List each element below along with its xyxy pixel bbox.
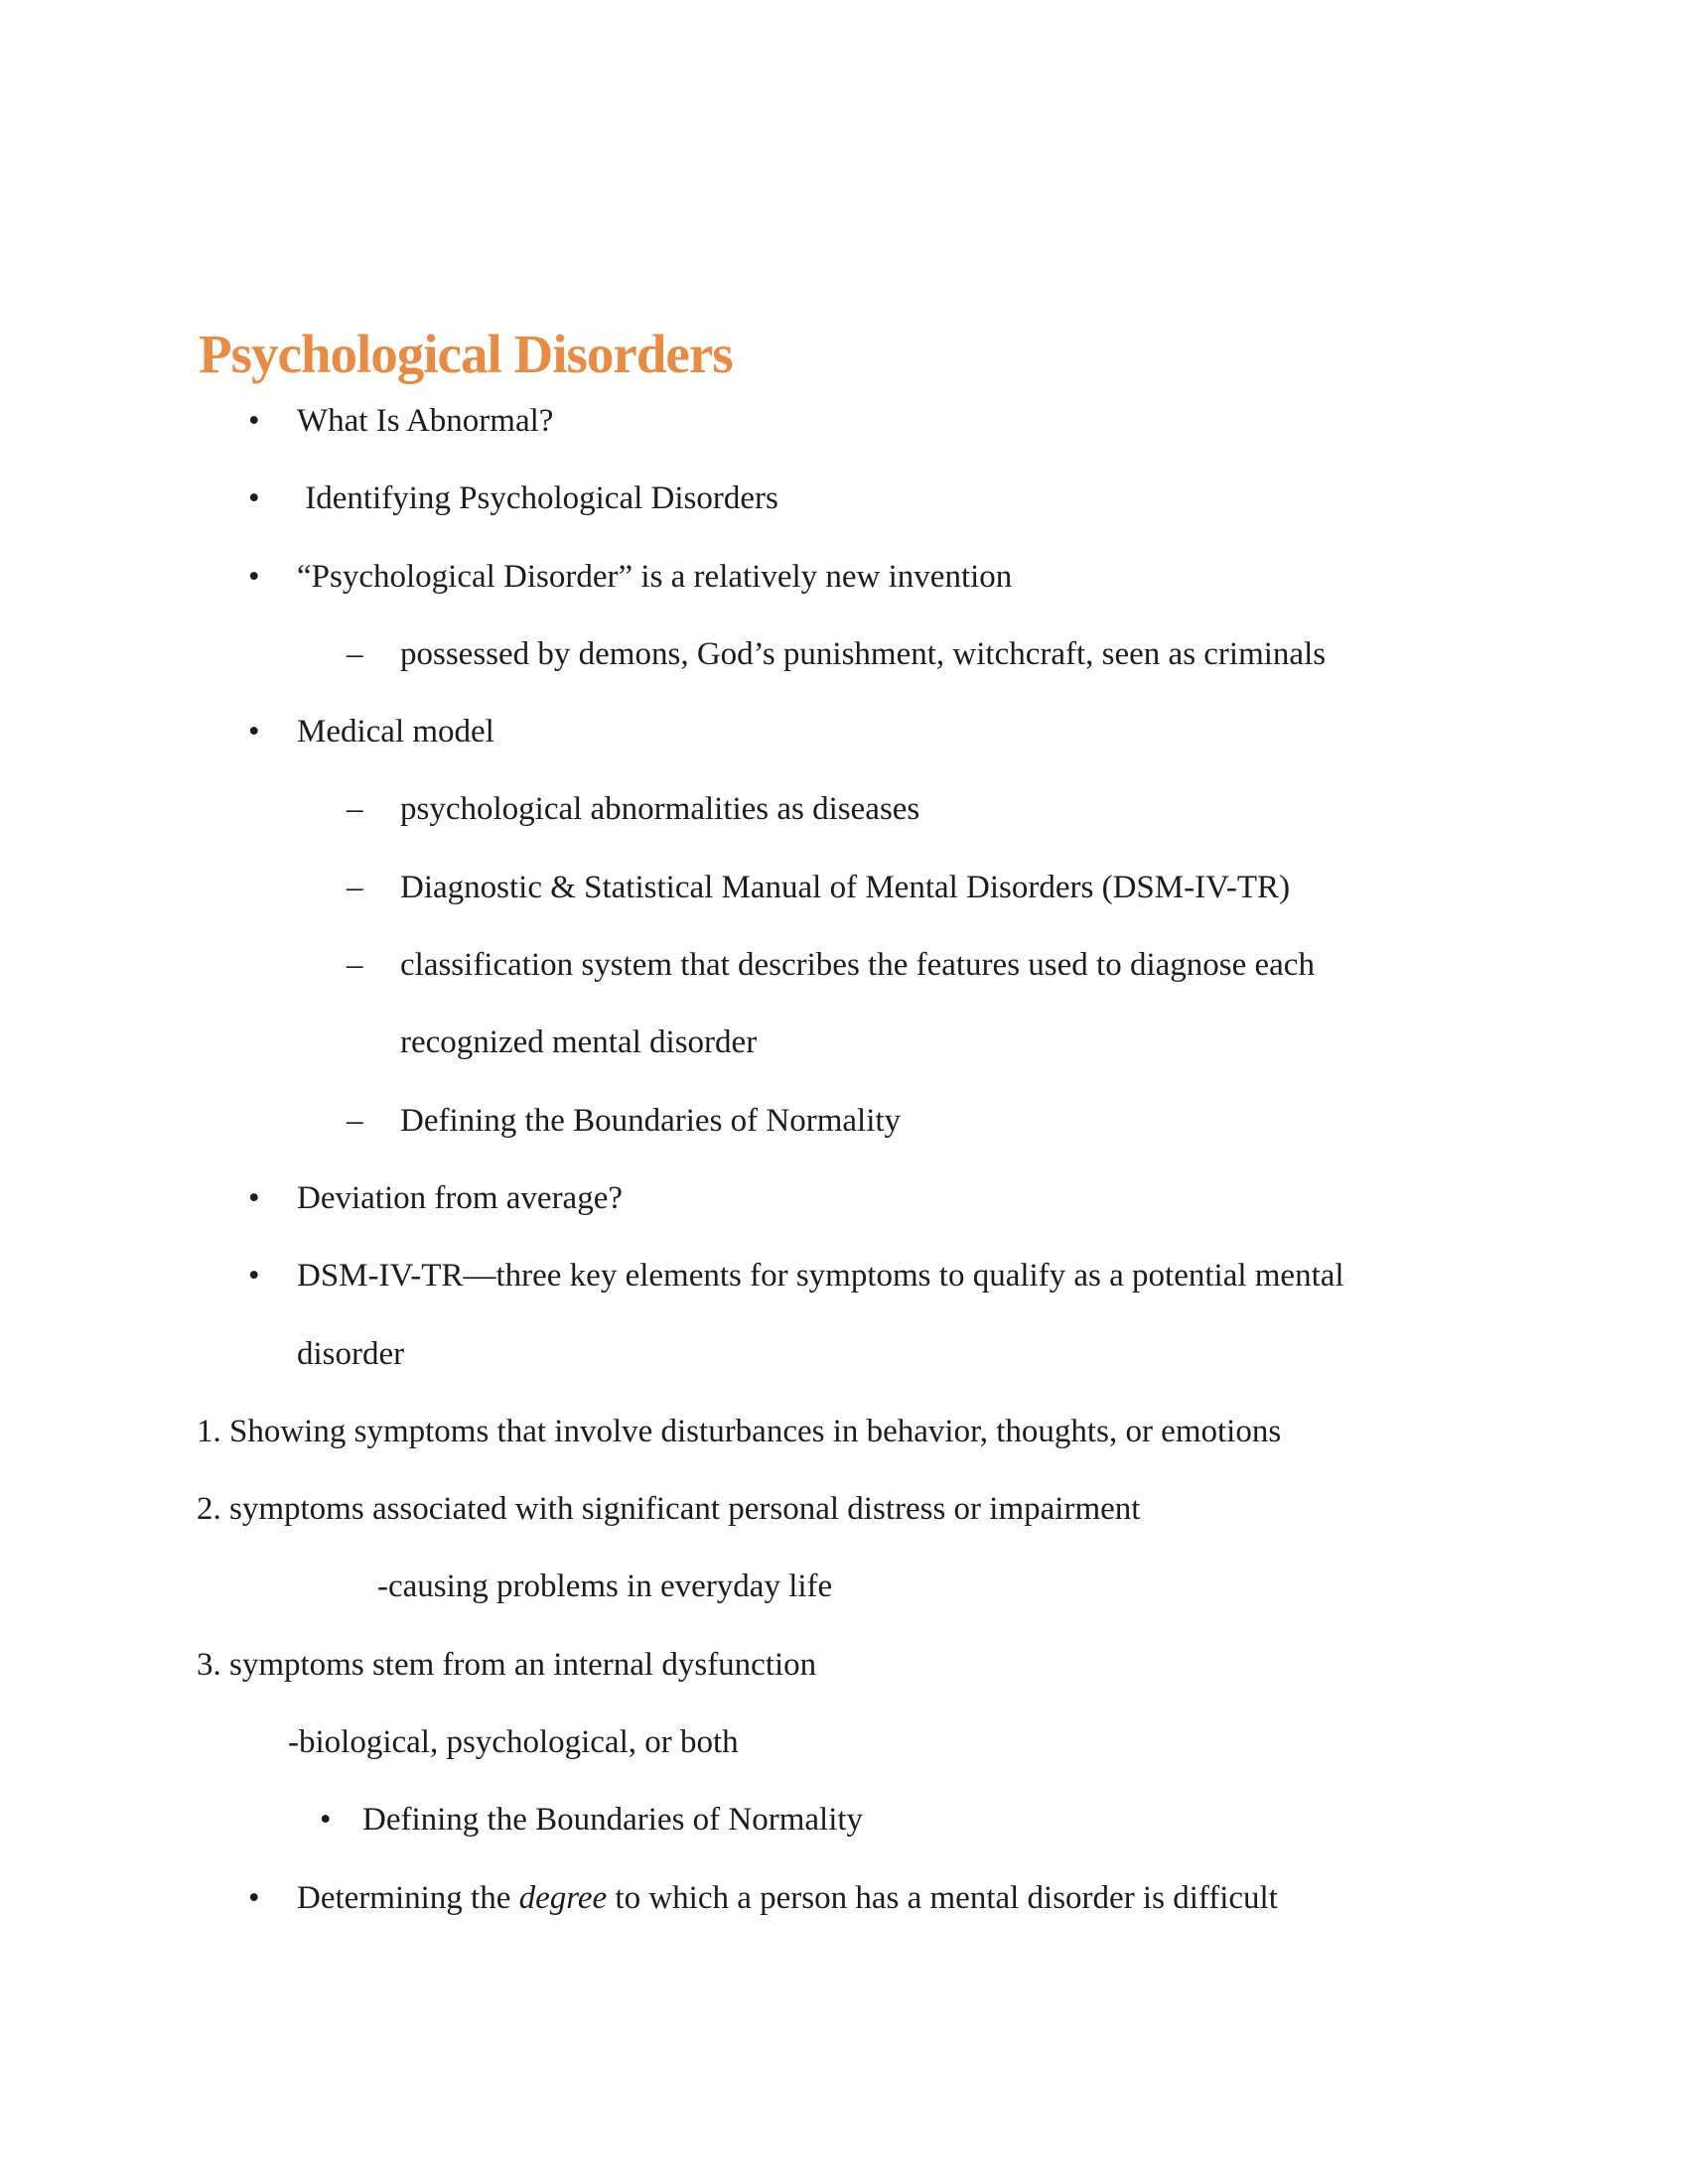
bullet-icon: • <box>248 403 260 439</box>
list-item-text: DSM-IV-TR—three key elements for symptoms to qualify as a potential mental <box>297 1258 1344 1295</box>
dash-icon: – <box>347 869 363 905</box>
list-item-text: 2. symptoms associated with significant personal distress or impairment <box>197 1491 1141 1528</box>
bullet-icon: • <box>248 1179 260 1216</box>
list-item-text: psychological abnormalities as diseases <box>400 791 920 828</box>
bullet-icon: • <box>248 480 260 517</box>
numbered-item <box>0 1626 1688 1704</box>
dash-icon: – <box>347 791 363 828</box>
list-item <box>0 1160 1688 1237</box>
list-item-text: 3. symptoms stem from an internal dysfunction <box>197 1646 817 1683</box>
bullet-icon: • <box>248 1879 260 1916</box>
bullet-icon: • <box>320 1802 332 1839</box>
dash-icon: – <box>347 635 363 672</box>
list-item-text: classification system that describes the features used to diagnose each <box>400 947 1315 984</box>
bullet-list <box>0 382 1688 1937</box>
list-item <box>0 849 1688 926</box>
dash-icon: – <box>347 1102 363 1139</box>
list-item-continuation <box>0 1315 1688 1393</box>
bullet-icon: • <box>248 558 260 595</box>
numbered-item <box>0 1470 1688 1548</box>
list-item <box>0 460 1688 537</box>
list-item <box>0 538 1688 615</box>
list-item-text: What Is Abnormal? <box>297 403 554 439</box>
list-item-text: Defining the Boundaries of Normality <box>400 1102 902 1139</box>
numbered-item <box>0 1393 1688 1470</box>
text-run: to which a person has a mental disorder is difficult <box>607 1879 1278 1916</box>
list-item <box>0 1082 1688 1160</box>
list-item-text: Identifying Psychological Disorders <box>297 480 778 517</box>
dash-icon: – <box>347 947 363 984</box>
list-item <box>0 770 1688 848</box>
list-item-text: Deviation from average? <box>297 1179 624 1216</box>
page-title: Psychological Disorders <box>199 323 733 384</box>
list-item-text: “Psychological Disorder” is a relatively new invention <box>297 558 1013 595</box>
list-item <box>0 1859 1688 1937</box>
list-item-text: -biological, psychological, or both <box>288 1724 739 1761</box>
list-item <box>0 615 1688 693</box>
bullet-icon: • <box>248 714 260 751</box>
sub-note <box>0 1704 1688 1781</box>
list-item <box>0 926 1688 1004</box>
sub-note <box>0 1548 1688 1625</box>
italic-text-run: degree <box>518 1879 608 1916</box>
list-item-text: possessed by demons, God’s punishment, witchcraft, seen as criminals <box>400 635 1327 672</box>
bullet-icon: • <box>248 1258 260 1295</box>
list-item <box>0 1781 1688 1858</box>
list-item-text: disorder <box>297 1335 405 1372</box>
list-item-text: Medical model <box>297 714 494 751</box>
list-item-text: recognized mental disorder <box>400 1024 758 1061</box>
list-item-text: 1. Showing symptoms that involve disturbances in behavior, thoughts, or emotions <box>197 1413 1282 1449</box>
text-run: Determining the <box>297 1879 519 1916</box>
list-item <box>0 382 1688 460</box>
list-item-continuation <box>0 1004 1688 1081</box>
list-item <box>0 693 1688 770</box>
list-item-text: Diagnostic & Statistical Manual of Mental Disorders (DSM-IV-TR) <box>400 869 1291 905</box>
list-item <box>0 1237 1688 1314</box>
list-item-text <box>297 1859 1688 1937</box>
list-item-text: Defining the Boundaries of Normality <box>362 1802 864 1839</box>
list-item-text: -causing problems in everyday life <box>377 1569 833 1605</box>
